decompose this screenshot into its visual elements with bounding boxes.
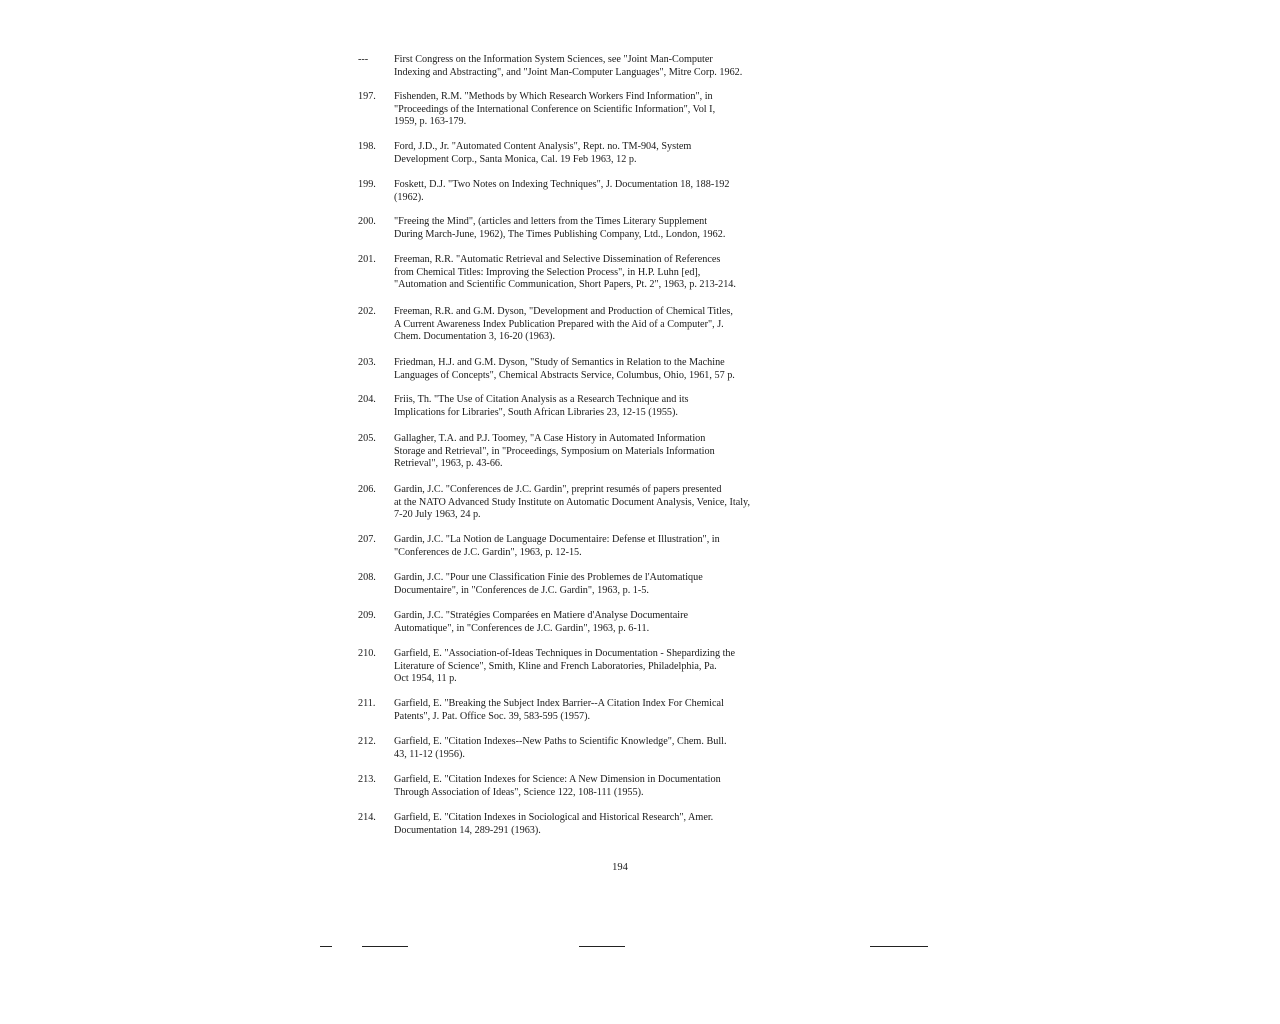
reference-entry: [358, 610, 888, 635]
reference-text: Gardin, J.C. "Pour une Classification Finie des Problemes de l'Automatique Documentaire", in "Conferences de J.C. Gardin", 1963, p. 1-5.: [394, 572, 703, 596]
reference-text: Friis, Th. "The Use of Citation Analysis as a Research Technique and its Implications for Libraries", South African Libraries 23, 12-15 (1955).: [394, 394, 689, 418]
reference-entry: [358, 306, 888, 344]
reference-number: 201.: [358, 254, 376, 265]
page-number: 194: [612, 862, 628, 873]
reference-entry: [358, 433, 888, 471]
reference-text: Freeman, R.R. "Automatic Retrieval and Selective Dissemination of References from Chemical Titles: Improving the Selection Process", in H.P. Luhn [ed], "Automation and Scientific Communication, Short Papers, Pt. 2", 1963, p. 213-214.: [394, 254, 736, 291]
reference-entry: [358, 91, 888, 129]
reference-number: 206.: [358, 484, 376, 495]
reference-entry: [358, 572, 888, 597]
scan-mark: [870, 946, 928, 947]
reference-number: 210.: [358, 648, 376, 659]
reference-text: Gallagher, T.A. and P.J. Toomey, "A Case History in Automated Information Storage and Retrieval", in "Proceedings, Symposium on Materials Information Retrieval", 1963, p. 43-66.: [394, 433, 715, 470]
reference-text: First Congress on the Information System Sciences, see "Joint Man-Computer Indexing and Abstracting", and "Joint Man-Computer Languages", Mitre Corp. 1962.: [394, 54, 743, 78]
reference-number: 197.: [358, 91, 376, 102]
reference-number: 204.: [358, 394, 376, 405]
reference-text: Foskett, D.J. "Two Notes on Indexing Techniques", J. Documentation 18, 188-192 (1962).: [394, 179, 730, 203]
scan-mark: [320, 946, 332, 947]
reference-text: Gardin, J.C. "Stratégies Comparées en Matiere d'Analyse Documentaire Automatique", in "Conferences de J.C. Gardin", 1963, p. 6-11.: [394, 610, 688, 634]
reference-text: Friedman, H.J. and G.M. Dyson, "Study of Semantics in Relation to the Machine Languages of Concepts", Chemical Abstracts Service, Columbus, Ohio, 1961, 57 p.: [394, 357, 735, 381]
reference-entry: [358, 394, 888, 419]
scan-mark: [579, 946, 625, 947]
reference-number: 208.: [358, 572, 376, 583]
reference-number: 207.: [358, 534, 376, 545]
reference-number: 199.: [358, 179, 376, 190]
reference-number: 203.: [358, 357, 376, 368]
reference-text: "Freeing the Mind", (articles and letters from the Times Literary Supplement During March-June, 1962), The Times Publishing Company, Ltd., London, 1962.: [394, 216, 726, 240]
reference-number: 205.: [358, 433, 376, 444]
reference-number: ---: [358, 54, 369, 65]
reference-text: Ford, J.D., Jr. "Automated Content Analysis", Rept. no. TM-904, System Development Corp., Santa Monica, Cal. 19 Feb 1963, 12 p.: [394, 141, 692, 165]
reference-text: Garfield, E. "Citation Indexes for Science: A New Dimension in Documentation Through Association of Ideas", Science 122, 108-111 (1955).: [394, 774, 721, 798]
reference-number: 198.: [358, 141, 376, 152]
reference-entry: [358, 698, 888, 723]
reference-text: Garfield, E. "Breaking the Subject Index Barrier--A Citation Index For Chemical Patents", J. Pat. Office Soc. 39, 583-595 (1957).: [394, 698, 724, 722]
reference-number: 209.: [358, 610, 376, 621]
reference-number: 200.: [358, 216, 376, 227]
reference-text: Garfield, E. "Association-of-Ideas Techniques in Documentation - Shepardizing the Literature of Science", Smith, Kline and French Laboratories, Philadelphia, Pa. Oct 1954, 11 p.: [394, 648, 736, 685]
scan-mark: [362, 946, 408, 947]
reference-number: 202.: [358, 306, 376, 317]
reference-text: Garfield, E. "Citation Indexes--New Paths to Scientific Knowledge", Chem. Bull. 43, 11-12 (1956).: [394, 736, 727, 760]
reference-entry: [358, 534, 888, 559]
reference-text: Gardin, J.C. "Conferences de J.C. Gardin", preprint resumés of papers presented at the NATO Advanced Study Institute on Automatic Document Analysis, Venice, Italy, 7-20 July 1963, 24 p.: [394, 484, 751, 521]
reference-entry: [358, 736, 888, 761]
reference-entry: [358, 812, 888, 837]
reference-text: Garfield, E. "Citation Indexes in Sociological and Historical Research", Amer. Documentation 14, 289-291 (1963).: [394, 812, 714, 836]
reference-number: 211.: [358, 698, 376, 709]
reference-text: Freeman, R.R. and G.M. Dyson, "Development and Production of Chemical Titles, A Current Awareness Index Publication Prepared with the Aid of a Computer", J. Chem. Documentation 3, 16-20 (1963).: [394, 306, 733, 343]
reference-entry: [358, 141, 888, 166]
reference-entry: [358, 254, 888, 292]
reference-number: 212.: [358, 736, 376, 747]
reference-entry: [358, 484, 888, 522]
reference-entry: [358, 179, 888, 204]
reference-entry: [358, 54, 888, 79]
reference-text: Fishenden, R.M. "Methods by Which Research Workers Find Information", in "Proceedings of the International Conference on Scientific Information", Vol I, 1959, p. 163-179.: [394, 91, 716, 128]
reference-number: 214.: [358, 812, 376, 823]
reference-number: 213.: [358, 774, 376, 785]
reference-entry: [358, 216, 888, 241]
reference-entry: [358, 648, 888, 686]
reference-text: Gardin, J.C. "La Notion de Language Documentaire: Defense et Illustration", in "Conferences de J.C. Gardin", 1963, p. 12-15.: [394, 534, 720, 558]
reference-entry: [358, 774, 888, 799]
reference-entry: [358, 357, 888, 382]
